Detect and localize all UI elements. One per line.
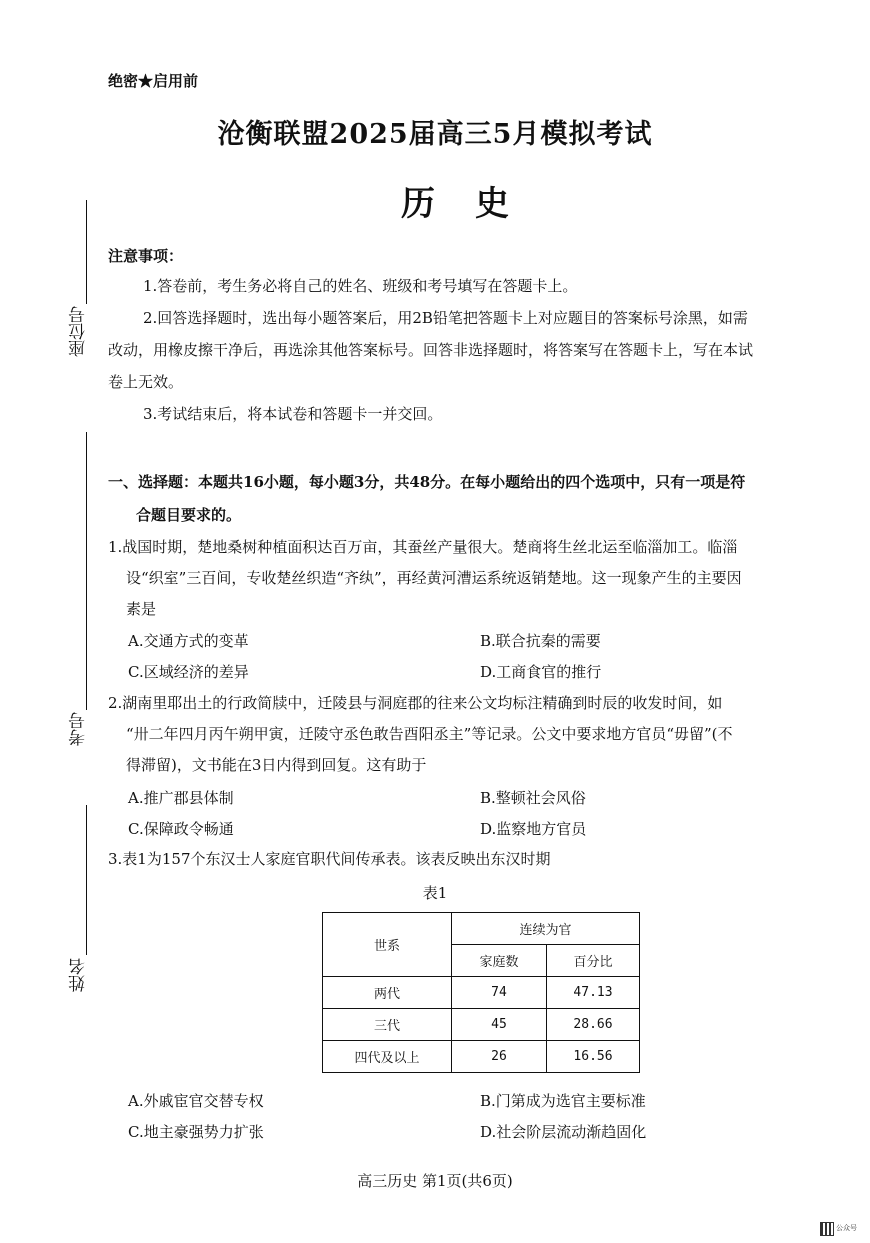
question-2-text: 得滞留)，文书能在3日内得到回复。这有助于 — [126, 756, 427, 774]
cell-percentage: 28.66 — [547, 1009, 640, 1041]
qr-code-icon — [820, 1222, 834, 1236]
question-1-text: 1.战国时期，楚地桑树种植面积达百万亩，其蚕丝产量很大。楚商将生丝北运至临淄加工。临淄 — [108, 538, 738, 556]
note-item: 1.答卷前，考生务必将自己的姓名、班级和考号填写在答题卡上。 — [143, 277, 578, 295]
cell-family-count: 74 — [452, 977, 547, 1009]
question-2-option-b: B.整顿社会风俗 — [480, 789, 586, 807]
seat-number-label: 座位号 — [69, 306, 89, 357]
cell-percentage: 16.56 — [547, 1041, 640, 1073]
question-3-option-a: A.外戚宦官交替专权 — [128, 1092, 264, 1110]
table-row — [323, 977, 640, 1009]
table-caption: 表1 — [422, 884, 448, 902]
cell-family-count: 45 — [452, 1009, 547, 1041]
header-family-count: 家庭数 — [452, 945, 547, 977]
note-item-continued: 改动，用橡皮擦干净后，再选涂其他答案标号。回答非选择题时，将答案写在答题卡上，写在本试 — [108, 341, 754, 359]
table-1 — [322, 912, 640, 1073]
exam-title: 沧衡联盟2025届高三5月模拟考试 — [217, 119, 653, 150]
question-1-option-b: B.联合抗秦的需要 — [480, 632, 601, 650]
question-3-text: 3.表1为157个东汉士人家庭官职代间传承表。该表反映出东汉时期 — [108, 850, 551, 868]
section-heading-continued: 合题目要求的。 — [136, 506, 242, 524]
note-item: 3.考试结束后，将本试卷和答题卡一并交回。 — [143, 405, 443, 423]
page-footer: 高三历史 第1页(共6页) — [357, 1172, 513, 1190]
exam-no-rule — [86, 432, 87, 710]
watermark-text: 公众号 — [836, 1224, 857, 1232]
question-3-option-b: B.门第成为选官主要标准 — [480, 1092, 646, 1110]
cell-generation: 两代 — [323, 977, 452, 1009]
header-generation: 世系 — [323, 913, 452, 977]
header-percentage: 百分比 — [547, 945, 640, 977]
question-1-text: 设“织室”三百间，专收楚丝织造“齐纨”，再经黄河漕运系统返销楚地。这一现象产生的主要因 — [126, 569, 742, 587]
question-1-text: 素是 — [126, 600, 157, 618]
question-1-option-d: D.工商食官的推行 — [480, 663, 602, 681]
seat-rule — [86, 200, 87, 304]
exam-number-label: 考号 — [69, 712, 89, 746]
question-2-option-a: A.推广郡县体制 — [128, 789, 234, 807]
subject-title: 历史 — [401, 184, 549, 224]
question-1-option-c: C.区域经济的差异 — [128, 663, 249, 681]
cell-percentage: 47.13 — [547, 977, 640, 1009]
table-row — [323, 1041, 640, 1073]
question-3-option-d: D.社会阶层流动渐趋固化 — [480, 1123, 647, 1141]
question-2-text: 2.湖南里耶出土的行政简牍中，迁陵县与洞庭郡的往来公文均标注精确到时辰的收发时间，如 — [108, 694, 723, 712]
notes-heading: 注意事项： — [108, 247, 184, 265]
note-item-continued: 卷上无效。 — [108, 373, 184, 391]
question-2-option-d: D.监察地方官员 — [480, 820, 587, 838]
cell-family-count: 26 — [452, 1041, 547, 1073]
header-continuous-office: 连续为官 — [452, 913, 640, 945]
confidential-mark: 绝密★启用前 — [108, 72, 199, 90]
name-rule — [86, 805, 87, 955]
question-3-option-c: C.地主豪强势力扩张 — [128, 1123, 264, 1141]
name-label: 姓名 — [69, 958, 89, 992]
table-row — [323, 1009, 640, 1041]
section-heading: 一、选择题：本题共16小题，每小题3分，共48分。在每小题给出的四个选项中，只有一项是符 — [108, 473, 746, 491]
question-2-text: “卅二年四月丙午朔甲寅，迁陵守丞色敢告酉阳丞主”等记录。公文中要求地方官员“毋留”(不 — [126, 725, 733, 743]
question-2-option-c: C.保障政令畅通 — [128, 820, 234, 838]
note-item: 2.回答选择题时，选出每小题答案后，用2B铅笔把答题卡上对应题目的答案标号涂黑，如需 — [143, 309, 748, 327]
question-1-option-a: A.交通方式的变革 — [128, 632, 249, 650]
cell-generation: 四代及以上 — [323, 1041, 452, 1073]
cell-generation: 三代 — [323, 1009, 452, 1041]
